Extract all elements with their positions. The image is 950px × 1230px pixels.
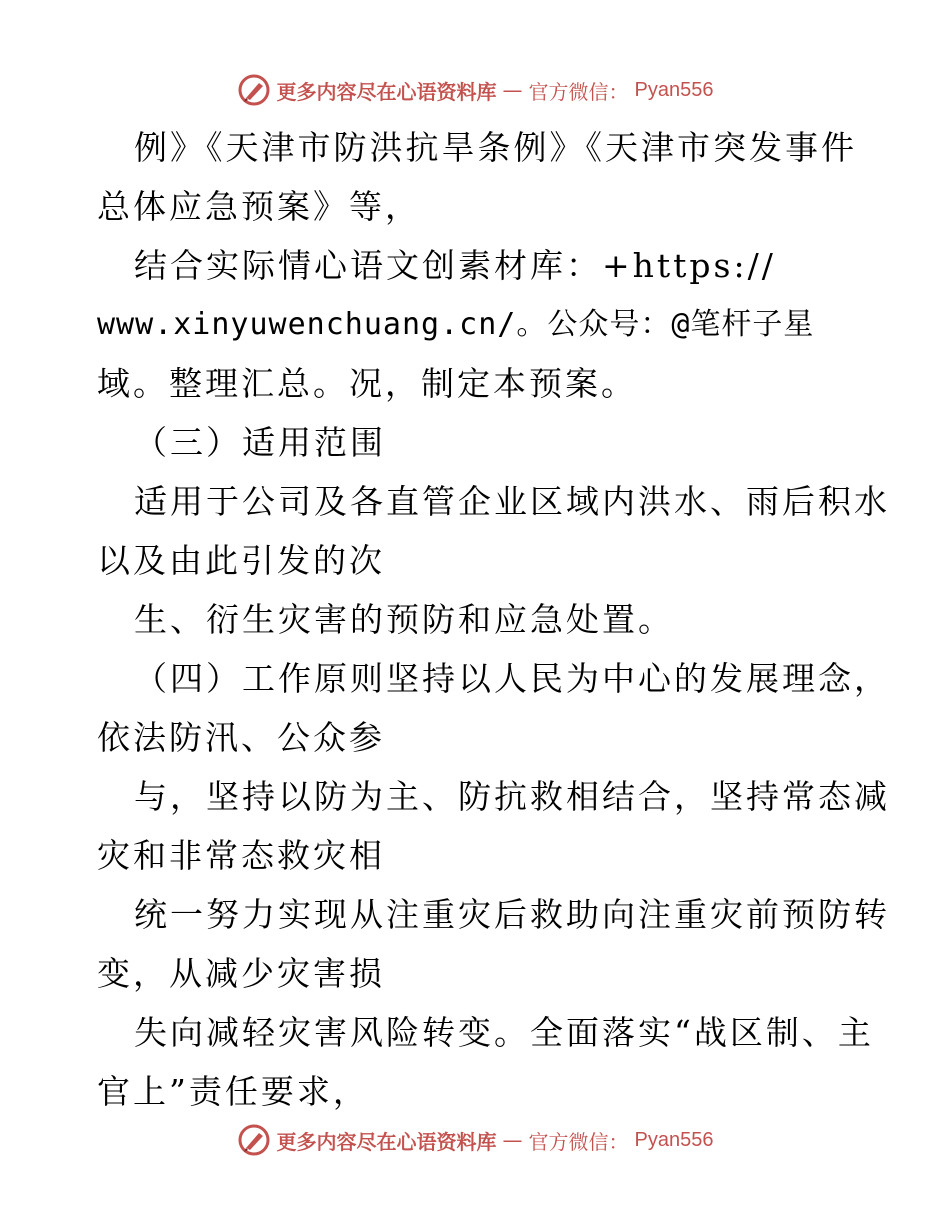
pen-logo-icon	[237, 1123, 271, 1157]
banner-wechat-label: 官方微信：	[528, 79, 629, 104]
banner-main-text: 更多内容尽在心语资料库	[276, 79, 497, 104]
text-line: 变，从减少灾害损	[97, 954, 385, 993]
text-line: 总体应急预案》等，	[97, 187, 421, 226]
text-line: 以及由此引发的次	[97, 541, 385, 580]
banner-wechat-label: 官方微信：	[528, 1129, 629, 1154]
pen-logo-icon	[237, 73, 271, 107]
text-line: www.xinyuwenchuang.cn/。公众号：@笔杆子星	[97, 307, 815, 342]
text-line: 生、衍生灾害的预防和应急处置。	[134, 600, 674, 639]
banner-dash: —	[502, 1128, 523, 1152]
text-line: 官上”责任要求，	[97, 1072, 369, 1111]
document-body	[97, 118, 890, 1121]
section-heading: （四）工作原则坚持以人民为中心的发展理念，	[134, 659, 890, 698]
banner-wechat-id: Pyan556	[634, 1128, 714, 1151]
banner-main-text: 更多内容尽在心语资料库	[276, 1129, 497, 1154]
banner-dash: —	[502, 78, 523, 102]
text-line: 与，坚持以防为主、防抗救相结合，坚持常态减	[134, 777, 890, 816]
text-line: 例》《天津市防洪抗旱条例》《天津市突发事件	[134, 128, 857, 167]
text-line: 域。整理汇总。况，制定本预案。	[97, 364, 637, 403]
text-line: 适用于公司及各直管企业区域内洪水、雨后积水	[134, 482, 890, 521]
banner-wechat-id: Pyan556	[634, 78, 714, 101]
text-line: 失向减轻灾害风险转变。全面落实“战区制、主	[134, 1013, 874, 1052]
footer-banner	[0, 1120, 950, 1160]
text-line: 统一努力实现从注重灾后救助向注重灾前预防转	[134, 895, 890, 934]
text-line: 结合实际情心语文创素材库：+https://	[134, 246, 776, 285]
header-banner	[0, 70, 950, 110]
text-line: 灾和非常态救灾相	[97, 836, 385, 875]
text-line: 依法防汛、公众参	[97, 718, 385, 757]
section-heading: （三）适用范围	[134, 423, 386, 462]
